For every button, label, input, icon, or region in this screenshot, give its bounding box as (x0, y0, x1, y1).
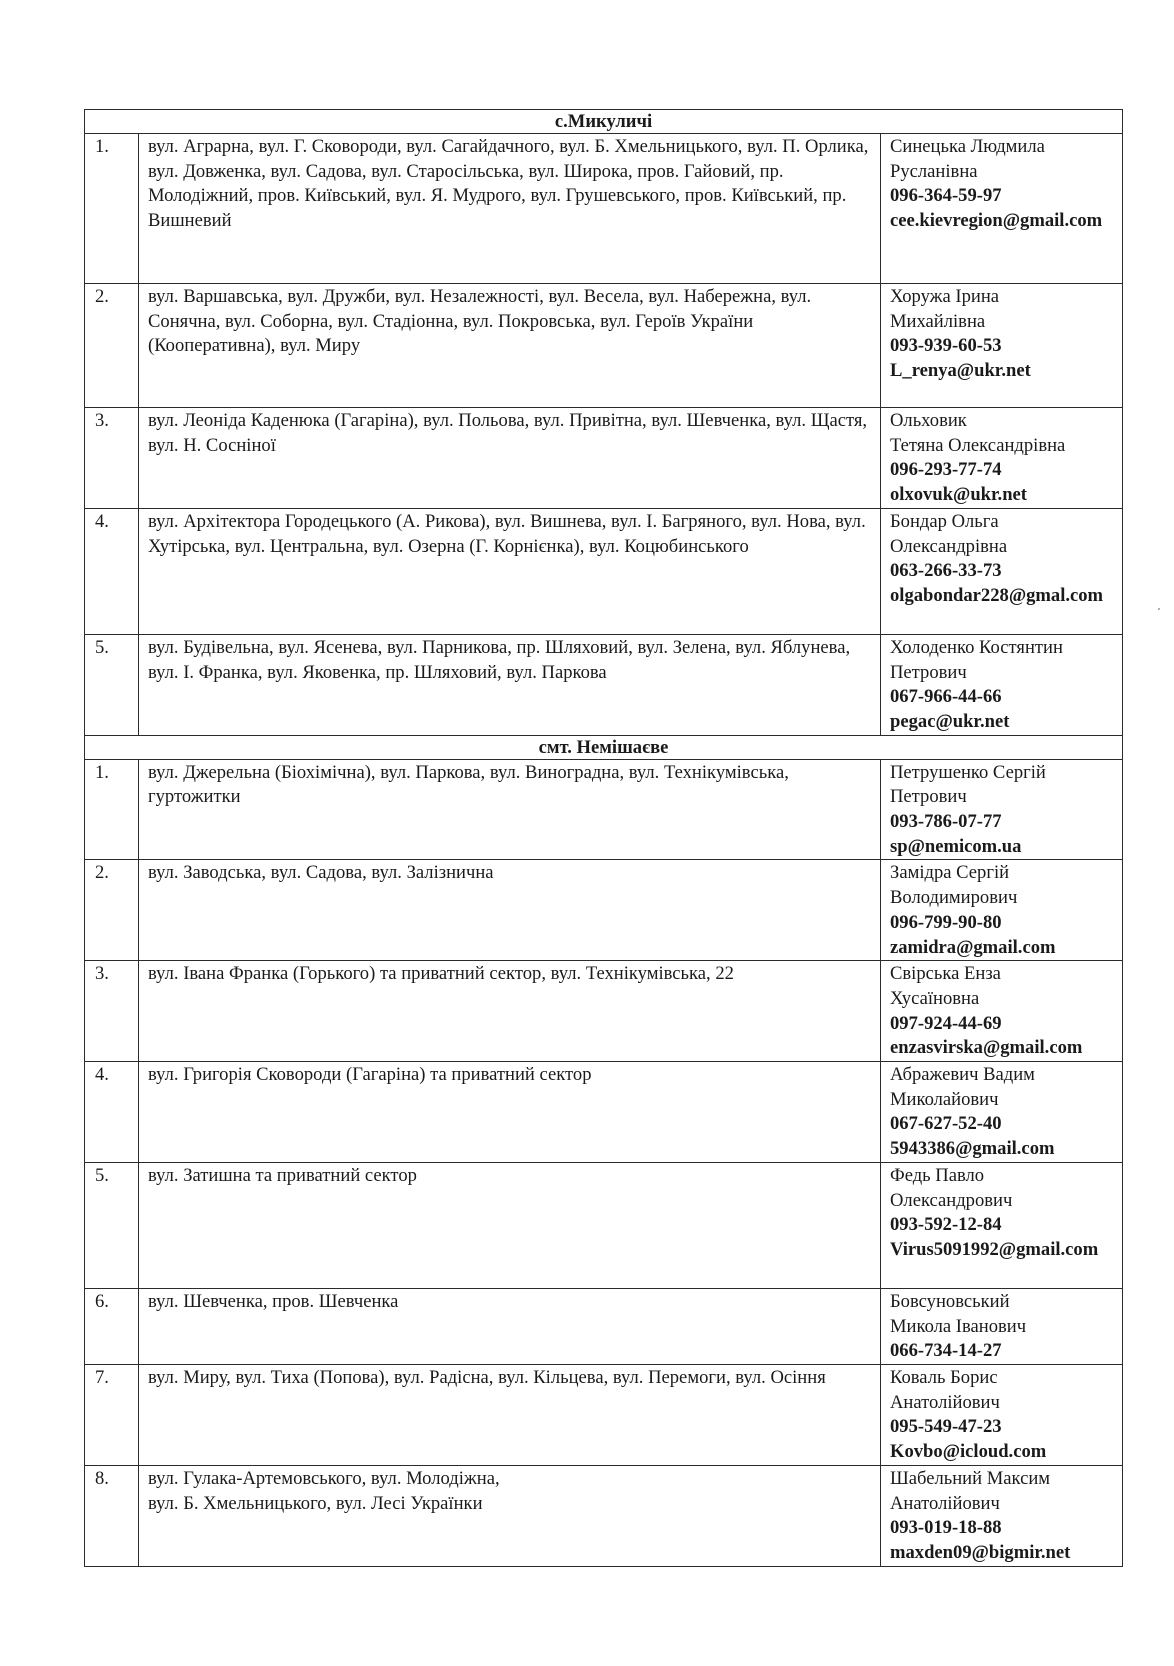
contact-phone: 096-799-90-80 (890, 911, 1002, 933)
contact-email: Virus5091992@gmail.com (890, 1238, 1099, 1260)
table-row (85, 1288, 1123, 1364)
contact-cell (881, 1364, 1123, 1465)
contact-phone: 067-966-44-66 (890, 686, 1002, 708)
row-number: 8. (85, 1465, 139, 1566)
contact-cell (881, 860, 1123, 961)
contact-email: maxden09@bigmir.net (890, 1541, 1071, 1563)
row-number: 7. (85, 1364, 139, 1465)
contact-cell (881, 284, 1123, 408)
street-list: вул. Джерельна (Біохімічна), вул. Паркова, вул. Виноградна, вул. Технікумівська, гуртожитки (139, 759, 881, 860)
table-row (85, 1062, 1123, 1163)
table-row (85, 284, 1123, 408)
contact-cell (881, 1162, 1123, 1288)
row-number: 3. (85, 961, 139, 1062)
street-list: вул. Архітектора Городецького (А. Рикова), вул. Вишнева, вул. І. Багряного, вул. Нова, вул. Хутірська, вул. Центральна, вул. Озерна (Г. Корнієнка), вул. Коцюбинського (139, 508, 881, 634)
contact-phone: 067-627-52-40 (890, 1113, 1002, 1135)
row-number: 5. (85, 1162, 139, 1288)
street-list: вул. Шевченка, пров. Шевченка (139, 1288, 881, 1364)
contact-cell (881, 508, 1123, 634)
row-number: 5. (85, 634, 139, 735)
contact-name: Хоружа Ірина Михайлівна (890, 286, 1000, 332)
contact-cell (881, 1062, 1123, 1163)
street-list: вул. Леоніда Каденюка (Гагаріна), вул. Польова, вул. Привітна, вул. Шевченка, вул. Щастя, вул. Н. Сосніної (139, 408, 881, 509)
contact-email: L_renya@ukr.net (890, 360, 1031, 382)
contact-cell (881, 961, 1123, 1062)
street-list: вул. Івана Франка (Горького) та приватний сектор, вул. Технікумівська, 22 (139, 961, 881, 1062)
contact-phone: 097-924-44-69 (890, 1012, 1002, 1034)
section-title: смт. Немішаєве (85, 735, 1123, 759)
contact-cell (881, 134, 1123, 284)
contact-email: Kovbo@icloud.com (890, 1441, 1047, 1463)
street-list: вул. Затишна та приватний сектор (139, 1162, 881, 1288)
table-row (85, 634, 1123, 735)
scan-speck (1158, 608, 1160, 610)
contact-phone: 066-734-14-27 (890, 1340, 1002, 1362)
contact-cell (881, 759, 1123, 860)
contact-email: olgabondar228@gmal.com (890, 584, 1104, 606)
contact-email: cee.kievregion@gmail.com (890, 210, 1103, 232)
table-row (85, 961, 1123, 1062)
contact-name: Бондар Ольга Олександрівна (890, 510, 1008, 557)
districts-table-body (85, 110, 1123, 1567)
contact-phone: 095-549-47-23 (890, 1416, 1002, 1438)
contact-name: Холоденко Костянтин Петрович (890, 636, 1063, 683)
contact-phone: 096-364-59-97 (890, 185, 1002, 207)
row-number: 2. (85, 860, 139, 961)
contact-email: 5943386@gmail.com (890, 1138, 1055, 1160)
contact-name: Шабельний Максим Анатолійович (890, 1467, 1051, 1514)
contact-name: Бовсуновський Микола Іванович (890, 1290, 1027, 1337)
section-title: с.Микуличі (85, 110, 1123, 134)
contact-email: olxovuk@ukr.net (890, 484, 1027, 506)
contact-phone: 063-266-33-73 (890, 560, 1002, 582)
street-list: вул. Гулака-Артемовського, вул. Молодіжна, вул. Б. Хмельницького, вул. Лесі Українки (139, 1465, 881, 1566)
table-row (85, 1162, 1123, 1288)
contact-name: Синецька Людмила Русланівна (890, 136, 1045, 182)
street-list: вул. Миру, вул. Тиха (Попова), вул. Радісна, вул. Кільцева, вул. Перемоги, вул. Осіння (139, 1364, 881, 1465)
contact-email: zamidra@gmail.com (890, 936, 1056, 958)
contact-name: Замідра Сергій Володимирович (890, 862, 1018, 909)
contact-email: pegac@ukr.net (890, 710, 1010, 732)
table-row (85, 860, 1123, 961)
row-number: 4. (85, 508, 139, 634)
contact-name: Федь Павло Олександрович (890, 1164, 1013, 1211)
row-number: 1. (85, 759, 139, 860)
row-number: 2. (85, 284, 139, 408)
row-number: 6. (85, 1288, 139, 1364)
contact-name: Петрушенко Сергій Петрович (890, 761, 1046, 808)
table-row (85, 508, 1123, 634)
row-number: 4. (85, 1062, 139, 1163)
districts-table (84, 109, 1123, 1567)
table-row (85, 134, 1123, 284)
contact-email: enzasvirska@gmail.com (890, 1037, 1083, 1059)
contact-phone: 093-019-18-88 (890, 1517, 1002, 1539)
contact-cell (881, 634, 1123, 735)
section-header-row (85, 110, 1123, 134)
contact-name: Свірська Енза Хусаїновна (890, 963, 1001, 1009)
contact-cell (881, 1465, 1123, 1566)
contact-email: sp@nemicom.ua (890, 835, 1022, 857)
contact-name: Абражевич Вадим Миколайович (890, 1064, 1035, 1110)
contact-phone: 093-592-12-84 (890, 1214, 1002, 1236)
row-number: 1. (85, 134, 139, 284)
street-list: вул. Варшавська, вул. Дружби, вул. Незалежності, вул. Весела, вул. Набережна, вул. Сонячна, вул. Соборна, вул. Стадіонна, вул. Покровська, вул. Героїв України (Кооперативна), вул. Миру (139, 284, 881, 408)
table-row (85, 1364, 1123, 1465)
table-row (85, 1465, 1123, 1566)
table-row (85, 408, 1123, 509)
contact-phone: 093-786-07-77 (890, 811, 1002, 833)
row-number: 3. (85, 408, 139, 509)
contact-phone: 093-939-60-53 (890, 335, 1002, 357)
table-row (85, 759, 1123, 860)
contact-name: Ольховик Тетяна Олександрівна (890, 410, 1066, 456)
contact-phone: 096-293-77-74 (890, 459, 1002, 481)
contact-cell (881, 1288, 1123, 1364)
street-list: вул. Григорія Сковороди (Гагаріна) та приватний сектор (139, 1062, 881, 1163)
section-header-row (85, 735, 1123, 759)
street-list: вул. Заводська, вул. Садова, вул. Залізнична (139, 860, 881, 961)
street-list: вул. Аграрна, вул. Г. Сковороди, вул. Сагайдачного, вул. Б. Хмельницького, вул. П. Орлика, вул. Довженка, вул. Садова, вул. Старосільська, вул. Широка, пров. Гайовий, пр. Молодіжний, пров. Київський, вул. Я. Мудрого, вул. Грушевського, пров. Київський, пр. Вишневий (139, 134, 881, 284)
contact-name: Коваль Борис Анатолійович (890, 1366, 1000, 1413)
street-list: вул. Будівельна, вул. Ясенева, вул. Парникова, пр. Шляховий, вул. Зелена, вул. Яблунева, вул. І. Франка, вул. Яковенка, пр. Шляховий, вул. Паркова (139, 634, 881, 735)
contact-cell (881, 408, 1123, 509)
